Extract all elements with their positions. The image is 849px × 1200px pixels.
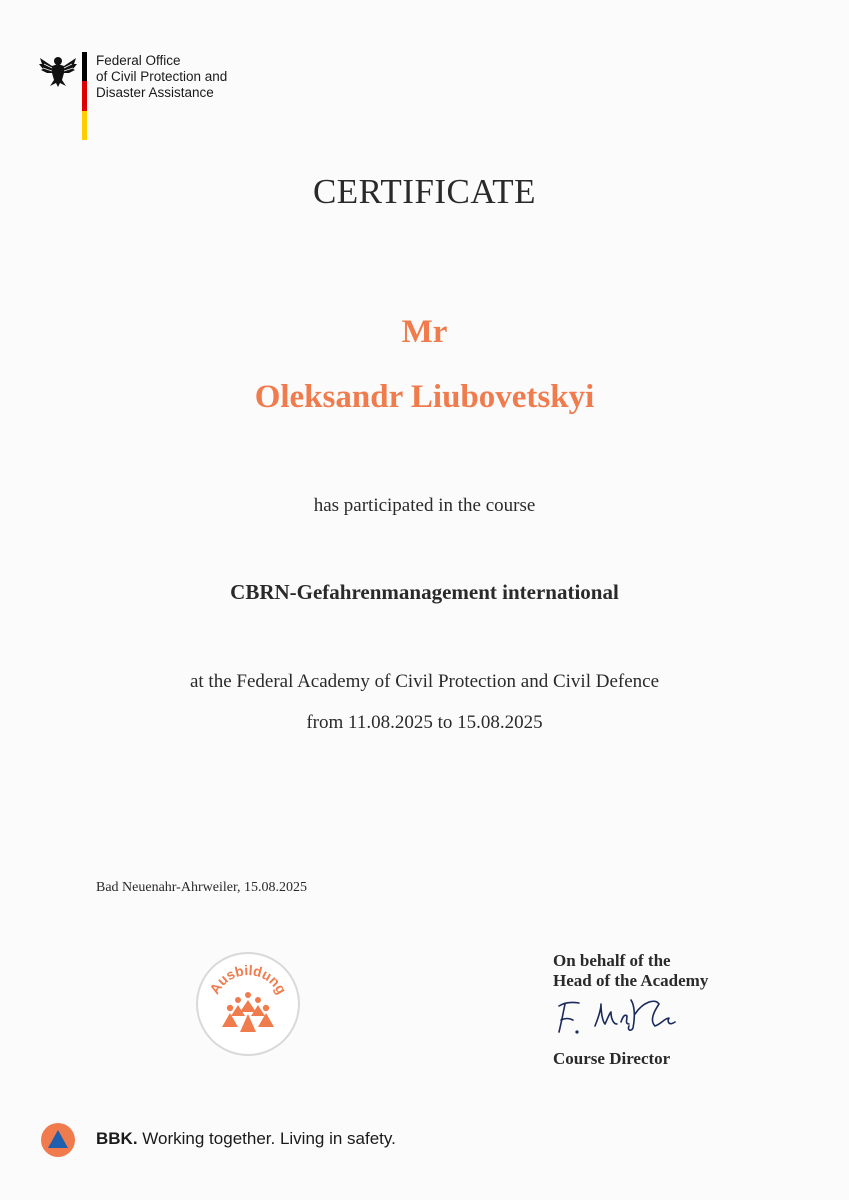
recipient-name: Oleksandr Liubovetskyi bbox=[254, 379, 595, 415]
participation-text: has participated in the course bbox=[313, 495, 536, 516]
behalf-line-2: Head of the Academy bbox=[553, 971, 709, 990]
on-behalf-text bbox=[553, 951, 708, 991]
course-dates: from 11.08.2025 to 15.08.2025 bbox=[306, 712, 543, 733]
course-director-label: Course Director bbox=[553, 1049, 671, 1068]
academy-text: at the Federal Academy of Civil Protection and Civil Defence bbox=[189, 671, 660, 692]
place-and-date: Bad Neuenahr-Ahrweiler, 15.08.2025 bbox=[96, 880, 308, 895]
org-line-3: Disaster Assistance bbox=[96, 85, 214, 100]
bbk-logo-icon bbox=[40, 1122, 76, 1158]
handwritten-signature bbox=[551, 992, 711, 1042]
footer-slogan bbox=[96, 1129, 396, 1149]
footer-slogan-text: Working together. Living in safety. bbox=[142, 1129, 396, 1148]
stamp-text: Ausbildung bbox=[206, 962, 290, 997]
federal-eagle-icon bbox=[38, 52, 78, 88]
organization-name bbox=[96, 53, 227, 101]
footer-brand: BBK. bbox=[96, 1129, 138, 1148]
org-line-2: of Civil Protection and bbox=[96, 69, 228, 84]
behalf-line-1: On behalf of the bbox=[553, 951, 671, 970]
german-flag-bar bbox=[82, 52, 87, 140]
course-name: CBRN-Gefahrenmanagement international bbox=[230, 580, 619, 604]
recipient-salutation: Mr bbox=[401, 314, 448, 350]
certificate-title: CERTIFICATE bbox=[312, 172, 537, 211]
ausbildung-stamp-icon bbox=[194, 950, 302, 1058]
org-line-1: Federal Office bbox=[96, 53, 181, 68]
